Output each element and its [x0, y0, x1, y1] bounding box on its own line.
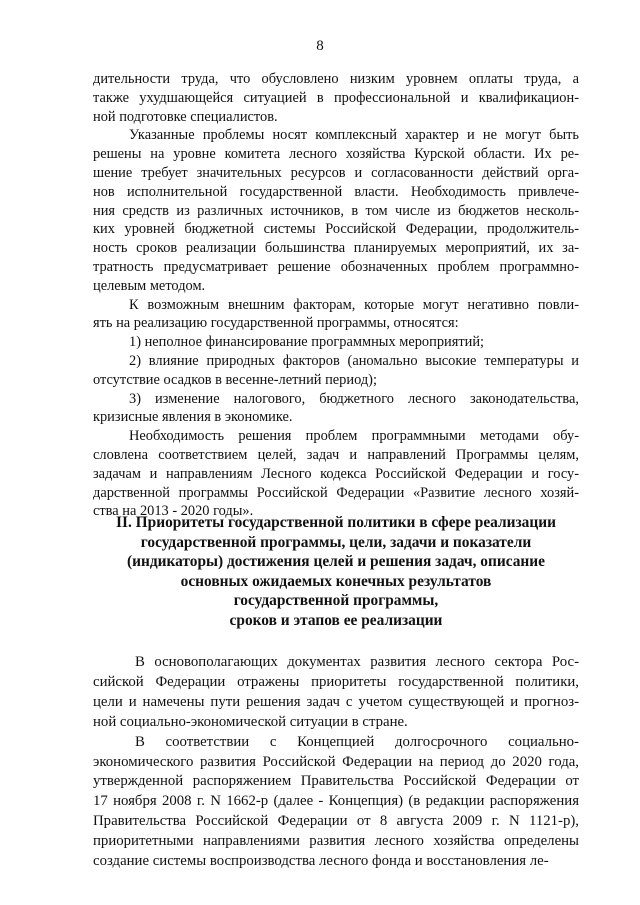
text-line: целевым методом. [93, 277, 206, 294]
text-line: ность сроков реализации большинства планируемых мероприятий, их за- [93, 240, 579, 257]
text-line: 17 ноября 2008 г. N 1662-р (далее - Концепция) (в редакции распоряжения [93, 793, 579, 810]
body-text-section-1 [93, 70, 579, 521]
text-line: также ухудшающейся ситуацией в профессиональной и квалификацион- [93, 89, 579, 106]
text-line: ния средств из различных источников, в том числе из бюджетов несколь- [93, 202, 579, 219]
body-text-section-2 [93, 653, 579, 872]
text-line: Необходимость решения проблем программными методами обу- [129, 428, 579, 445]
heading-line: государственной программы, [233, 592, 439, 610]
heading-line: II. Приоритеты государственной политики в сфере реализации [116, 514, 556, 531]
text-line: кризисные явления в экономике. [93, 409, 293, 426]
text-line: 3) изменение налогового, бюджетного лесного законодательства, [129, 390, 579, 407]
heading-line: (индикаторы) достижения целей и решения задач, описание [126, 553, 546, 571]
text-line: дительности труда, что обусловлено низким уровнем оплаты труда, а [93, 71, 579, 87]
text-line: шение требует значительных ресурсов и согласованности действий орга- [93, 164, 579, 181]
text-line: отсутствие осадков в весенне-летний период); [93, 371, 377, 388]
text-line: ной социально-экономической ситуации в стране. [93, 713, 408, 730]
text-line: ства на 2013 - 2020 годы». [93, 503, 254, 520]
heading-line: сроков и этапов ее реализации [229, 611, 443, 629]
text-line: ять на реализацию государственной программы, относятся: [93, 315, 459, 332]
text-line: утвержденной распоряжением Правительства Российской Федерации от [93, 773, 579, 790]
text-line: решены на уровне комитета лесного хозяйства Курской области. Их ре- [93, 146, 579, 163]
text-line: словлена соответствием целей, задач и направлений Программы целям, [93, 446, 579, 463]
text-line: тратность предусматривает решение обозначенных проблем программно- [93, 258, 579, 275]
text-line: сийской Федерации отражены приоритеты государственной политики, [93, 673, 579, 690]
text-line: ной подготовке специалистов. [93, 108, 278, 125]
page-number: 8 [316, 38, 324, 54]
text-line: создание системы воспроизводства лесного фонда и восстановления ле- [93, 853, 549, 870]
text-line: задачам и направлениям Лесного кодекса Российской Федерации и госу- [93, 465, 579, 482]
text-line: Правительства Российской Федерации от 8 августа 2009 г. N 1121-р), [93, 813, 579, 830]
text-line: В основополагающих документах развития лесного сектора Рос- [135, 654, 579, 670]
heading-line: основных ожидаемых конечных результатов [180, 572, 492, 590]
text-line: 1) неполное финансирование программных мероприятий; [129, 334, 485, 351]
text-line: В соответствии с Концепцией долгосрочного социально- [135, 733, 579, 750]
text-line: цели и намечены пути решения задач с учетом существующей и прогноз- [93, 693, 579, 710]
text-line: нов исполнительной государственной власти. Необходимость привлече- [93, 183, 579, 200]
heading-line: государственной программы, цели, задачи и показатели [140, 533, 532, 551]
text-line: 2) влияние природных факторов (аномально высокие температуры и [129, 352, 579, 369]
text-line: ких уровней бюджетной системы Российской Федерации, продолжитель- [93, 221, 579, 238]
text-line: дарственной программы Российской Федерации «Развитие лесного хозяй- [93, 484, 579, 501]
text-line: Указанные проблемы носят комплексный характер и не могут быть [129, 127, 579, 144]
text-line: К возможным внешним факторам, которые могут негативно повли- [129, 296, 579, 313]
text-line: приоритетными направлениями развития лесного хозяйства определены [93, 833, 579, 850]
section-heading [93, 513, 579, 631]
text-line: экономического развития Российской Федерации на период до 2020 года, [93, 753, 579, 770]
